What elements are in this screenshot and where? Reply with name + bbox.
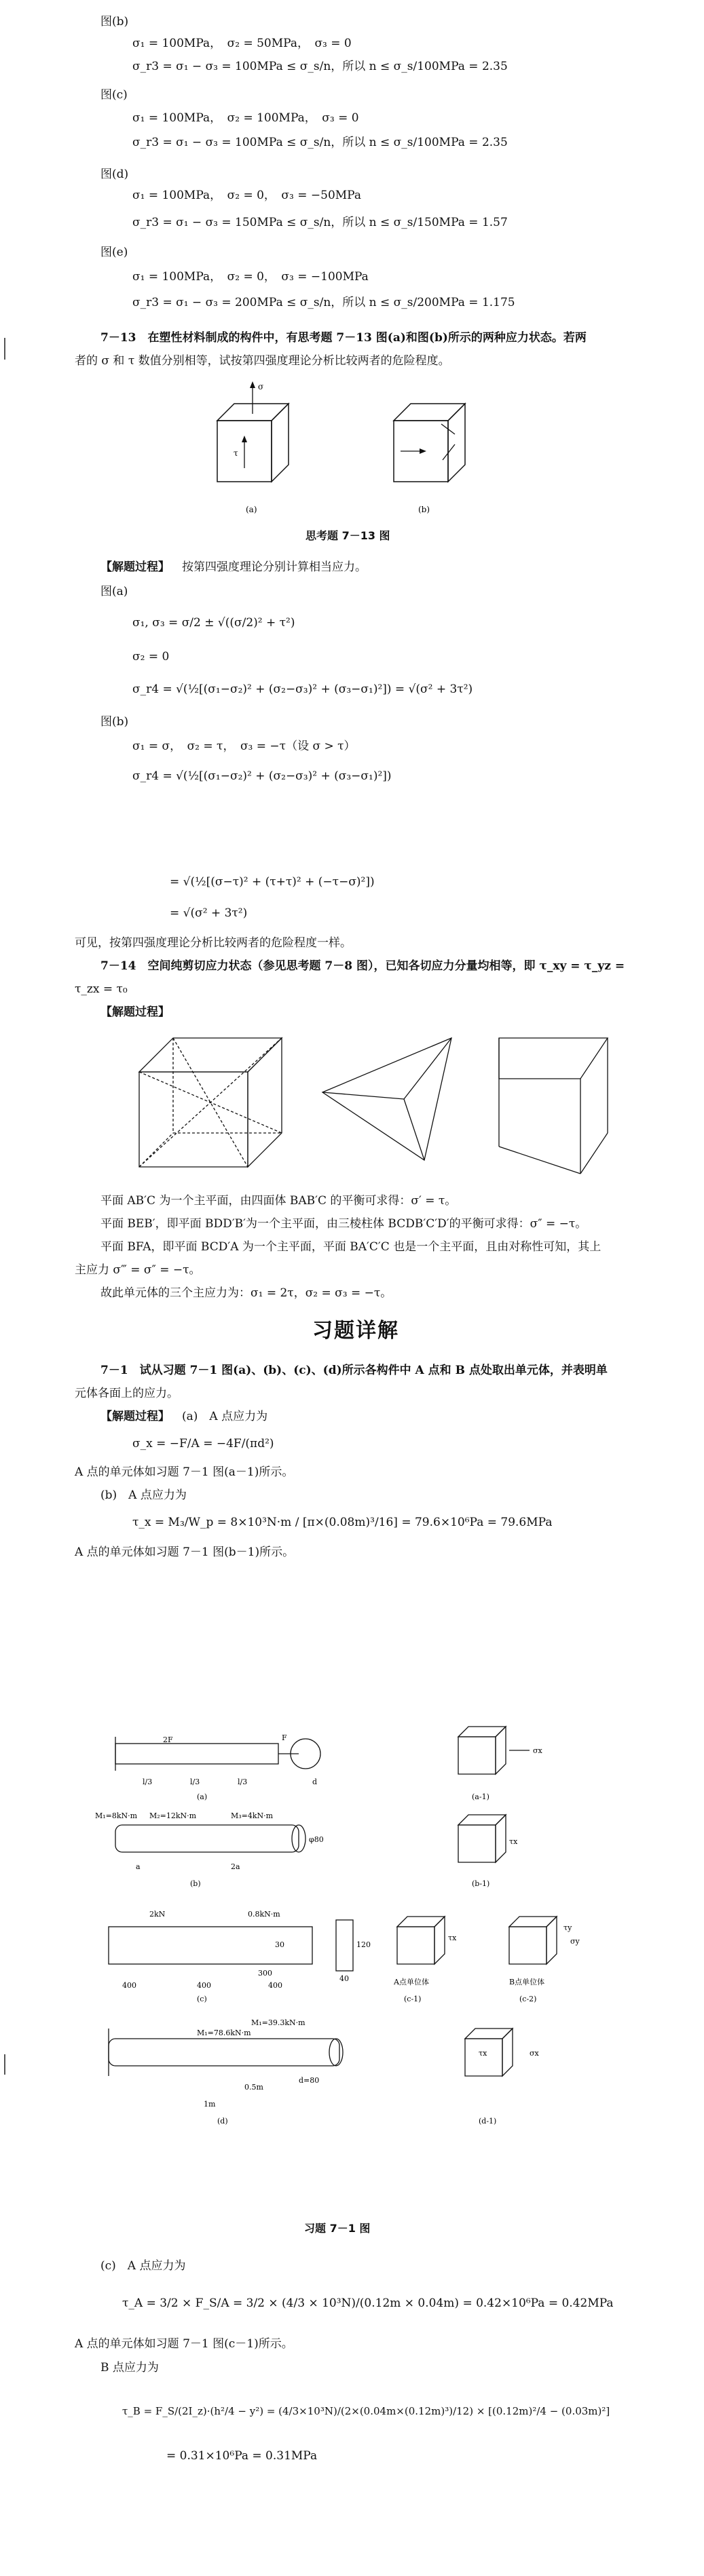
subfig-label: (b-1): [472, 1879, 490, 1888]
figure-caption: 习题 7－1 图: [304, 2222, 371, 2235]
figure-c-heading: 图(c): [100, 88, 128, 102]
unit-cube-c2: [509, 1917, 557, 1964]
subfig-label: (c-2): [519, 1995, 537, 2003]
figure-b-heading: 图(b): [100, 15, 129, 28]
figure-7-13: [204, 380, 502, 526]
solution-text: (c) A 点应力为: [100, 2259, 186, 2273]
figure-e-heading: 图(e): [100, 246, 128, 259]
dim-label: l/3: [238, 1777, 248, 1786]
margin-mark: [4, 338, 5, 360]
stress-values: σ₁ = 100MPa， σ₂ = 0， σ₃ = −100MPa: [132, 270, 369, 284]
dim-label: 0.5m: [244, 2083, 263, 2092]
stress-label: τy: [563, 1923, 572, 1932]
stress-label: σx: [533, 1746, 542, 1755]
solution-text: B 点应力为: [100, 2361, 159, 2375]
solution-label: 【解题过程】: [100, 1410, 170, 1423]
cube-b: [394, 404, 465, 482]
equation-result: = 0.31×10⁶Pa = 0.31MPa: [166, 2449, 318, 2463]
stress-label: σy: [570, 1937, 580, 1946]
equation: σ_r3 = σ₁ − σ₃ = 200MPa ≤ σ_s/n，所以 n ≤ σ_s/200MPa = 1.175: [132, 296, 515, 309]
figure-b-heading: 图(b): [100, 715, 129, 729]
stress-values: σ₁ = σ， σ₂ = τ， σ₃ = −τ（设 σ > τ）: [132, 739, 356, 753]
stress-label: σx: [530, 2049, 539, 2058]
dim-label: 400: [268, 1981, 282, 1990]
tau-arrow: [443, 444, 455, 460]
equation: σ_r3 = σ₁ − σ₃ = 100MPa ≤ σ_s/n，所以 n ≤ σ_s/100MPa = 2.35: [132, 136, 508, 149]
subfig-label: (b): [190, 1879, 201, 1888]
paragraph: 平面 AB′C 为一个主平面，由四面体 BAB′C 的平衡可求得：σ′ = τ。: [100, 1194, 457, 1208]
unit-cube-c1: [397, 1917, 445, 1964]
figure-a-heading: 图(a): [100, 585, 128, 598]
sr4-eq: σ_r4 = √(½[(σ₁−σ₂)² + (σ₂−σ₃)² + (σ₃−σ₁)²]) = √(σ² + 3τ²): [132, 683, 473, 696]
equation: σ_r3 = σ₁ − σ₃ = 150MPa ≤ σ_s/n，所以 n ≤ σ_s/150MPa = 1.57: [132, 216, 508, 229]
stress-values: σ₁ = 100MPa， σ₂ = 0， σ₃ = −50MPa: [132, 189, 361, 202]
question-7-14-cont: τ_zx = τ₀: [75, 982, 128, 996]
conclusion: 可见，按第四强度理论分析比较两者的危险程度一样。: [75, 936, 352, 950]
solution-label: 【解题过程】: [100, 560, 170, 574]
paragraph-cont: 主应力 σ‴ = σ″ = −τ。: [75, 1263, 201, 1277]
solution-label: 【解题过程】: [100, 1005, 170, 1019]
dim-label: a: [136, 1862, 141, 1871]
dim-label: 400: [122, 1981, 136, 1990]
arrowhead: [420, 448, 426, 454]
tetrahedron: [322, 1038, 451, 1160]
tau-label: τ: [234, 448, 238, 458]
question-7-1-cont: 元体各面上的应力。: [75, 1387, 179, 1400]
equation: τ_x = M₃/W_p = 8×10³N·m / [π×(0.08m)³/16] = 79.6×10⁶Pa = 79.6MPa: [132, 1516, 553, 1529]
cube-a: [217, 404, 289, 482]
question-7-13: 7－13 在塑性材料制成的构件中，有思考题 7－13 图(a)和图(b)所示的两种应力状态。若两: [100, 331, 587, 345]
arrowhead: [250, 381, 255, 388]
dim-label: 400: [197, 1981, 211, 1990]
stress-label: τx: [479, 2049, 487, 2058]
dim-label: 1m: [204, 2100, 216, 2109]
section-title: 习题详解: [312, 1319, 399, 1343]
dim-label: 40: [339, 1974, 349, 1983]
subfig-label: (a-1): [472, 1792, 489, 1801]
sigma2-eq: σ₂ = 0: [132, 650, 170, 664]
unit-text: A 点的单元体如习题 7－1 图(c－1)所示。: [75, 2337, 293, 2351]
question-7-1: 7－1 试从习题 7－1 图(a)、(b)、(c)、(d)所示各构件中 A 点和 B 点处取出单元体，并表明单: [100, 1364, 608, 1377]
moment-label: M₁=8kN·m: [95, 1811, 138, 1820]
dim-label: 2a: [231, 1862, 240, 1871]
stress-label: τx: [509, 1837, 518, 1846]
sr4-eq-cont: = √(½[(σ−τ)² + (τ+τ)² + (−τ−σ)²]): [170, 875, 375, 889]
subfig-label: (d): [217, 2117, 228, 2126]
load-label: 2kN: [149, 1910, 166, 1919]
subfig-label: (a): [197, 1792, 208, 1801]
subfig-a-label: (a): [246, 505, 257, 514]
dim-label: l/3: [143, 1777, 153, 1786]
question-7-13-cont: 者的 σ 和 τ 数值分别相等，试按第四强度理论分析比较两者的危险程度。: [75, 354, 450, 368]
solution-text: (b) A 点应力为: [100, 1488, 187, 1502]
unit-text: A 点的单元体如习题 7－1 图(a－1)所示。: [75, 1465, 294, 1479]
dim-label: 120: [356, 1940, 371, 1949]
load-label: F: [282, 1733, 287, 1742]
dim-label: d=80: [299, 2076, 320, 2085]
caption-label: A点单位体: [394, 1978, 429, 1986]
arrowhead: [242, 436, 247, 442]
figure-7-1: [95, 1723, 611, 2212]
equation: σ_x = −F/A = −4F/(πd²): [132, 1437, 274, 1450]
subfig-label: (d-1): [479, 2117, 497, 2126]
dim-label: φ80: [309, 1835, 324, 1844]
caption-label: B点单位体: [509, 1978, 545, 1986]
pure-shear-cube: [139, 1038, 282, 1167]
sr4-final: = √(σ² + 3τ²): [170, 906, 248, 920]
solution-text: 按第四强度理论分别计算相当应力。: [182, 560, 367, 574]
stress-values: σ₁ = 100MPa， σ₂ = 50MPa， σ₃ = 0: [132, 37, 352, 50]
stress-values: σ₁ = 100MPa， σ₂ = 100MPa， σ₃ = 0: [132, 111, 359, 125]
shaft-b: [115, 1825, 305, 1852]
question-7-14: 7－14 空间纯剪切应力状态（参见思考题 7－8 图），已知各切应力分量均相等，即 τ_xy = τ_yz =: [100, 959, 625, 973]
figure-d-heading: 图(d): [100, 168, 129, 181]
figure-caption: 思考题 7－13 图: [305, 529, 390, 542]
margin-mark: [4, 2054, 5, 2075]
moment-label: M₁=39.3kN·m: [251, 2018, 305, 2027]
principal-stress-eq: σ₁, σ₃ = σ/2 ± √((σ/2)² + τ²): [132, 616, 295, 630]
sigma-label: σ: [258, 382, 264, 391]
dim-label: d: [312, 1777, 318, 1786]
dim-label: l/3: [190, 1777, 200, 1786]
unit-cube-d1: [465, 2029, 513, 2076]
load-label: 0.8kN·m: [248, 1910, 280, 1919]
moment-label: M₁=78.6kN·m: [197, 2029, 251, 2037]
paragraph: 平面 BEB′，即平面 BDD′B′为一个主平面，由三棱柱体 BCDB′C′D′的平衡可求得：σ″ = −τ。: [100, 1217, 587, 1231]
triangular-prism: [499, 1038, 608, 1174]
paragraph: 平面 BFA，即平面 BCD′A 为一个主平面，平面 BA′C′C 也是一个主平面，且由对称性可知，其上: [100, 1240, 601, 1254]
paragraph: 故此单元体的三个主应力为：σ₁ = 2τ，σ₂ = σ₃ = −τ。: [100, 1286, 392, 1300]
subfig-label: (c-1): [404, 1995, 422, 2003]
equation: τ_B = F_S/(2I_z)·(h²/4 − y²) = (4/3×10³N)/(2×(0.04m×(0.12m)³)/12) × [(0.12m)²/4 − (0.03m)²]: [122, 2405, 610, 2417]
unit-text: A 点的单元体如习题 7－1 图(b－1)所示。: [75, 1545, 295, 1559]
unit-cube-a1: [458, 1727, 506, 1774]
moment-label: M₃=4kN·m: [231, 1811, 274, 1820]
beam-c: [109, 1920, 353, 1971]
moment-label: M₂=12kN·m: [149, 1811, 197, 1820]
unit-cube-b1: [458, 1815, 506, 1862]
dim-label: 30: [275, 1940, 284, 1949]
equation: τ_A = 3/2 × F_S/A = 3/2 × (4/3 × 10³N)/(0.12m × 0.04m) = 0.42×10⁶Pa = 0.42MPa: [122, 2296, 614, 2310]
equation: σ_r3 = σ₁ − σ₃ = 100MPa ≤ σ_s/n，所以 n ≤ σ_s/100MPa = 2.35: [132, 60, 508, 73]
load-label: 2F: [163, 1735, 173, 1744]
figure-7-14: [119, 1024, 648, 1180]
dim-label: 300: [258, 1969, 272, 1978]
solution-text: (a) A 点应力为: [182, 1410, 268, 1423]
bar-a: [115, 1737, 320, 1771]
sr4-eq: σ_r4 = √(½[(σ₁−σ₂)² + (σ₂−σ₃)² + (σ₃−σ₁)²]): [132, 769, 392, 783]
subfig-label: (c): [197, 1995, 207, 2003]
stress-label: τx: [448, 1934, 457, 1942]
subfig-b-label: (b): [418, 505, 430, 514]
